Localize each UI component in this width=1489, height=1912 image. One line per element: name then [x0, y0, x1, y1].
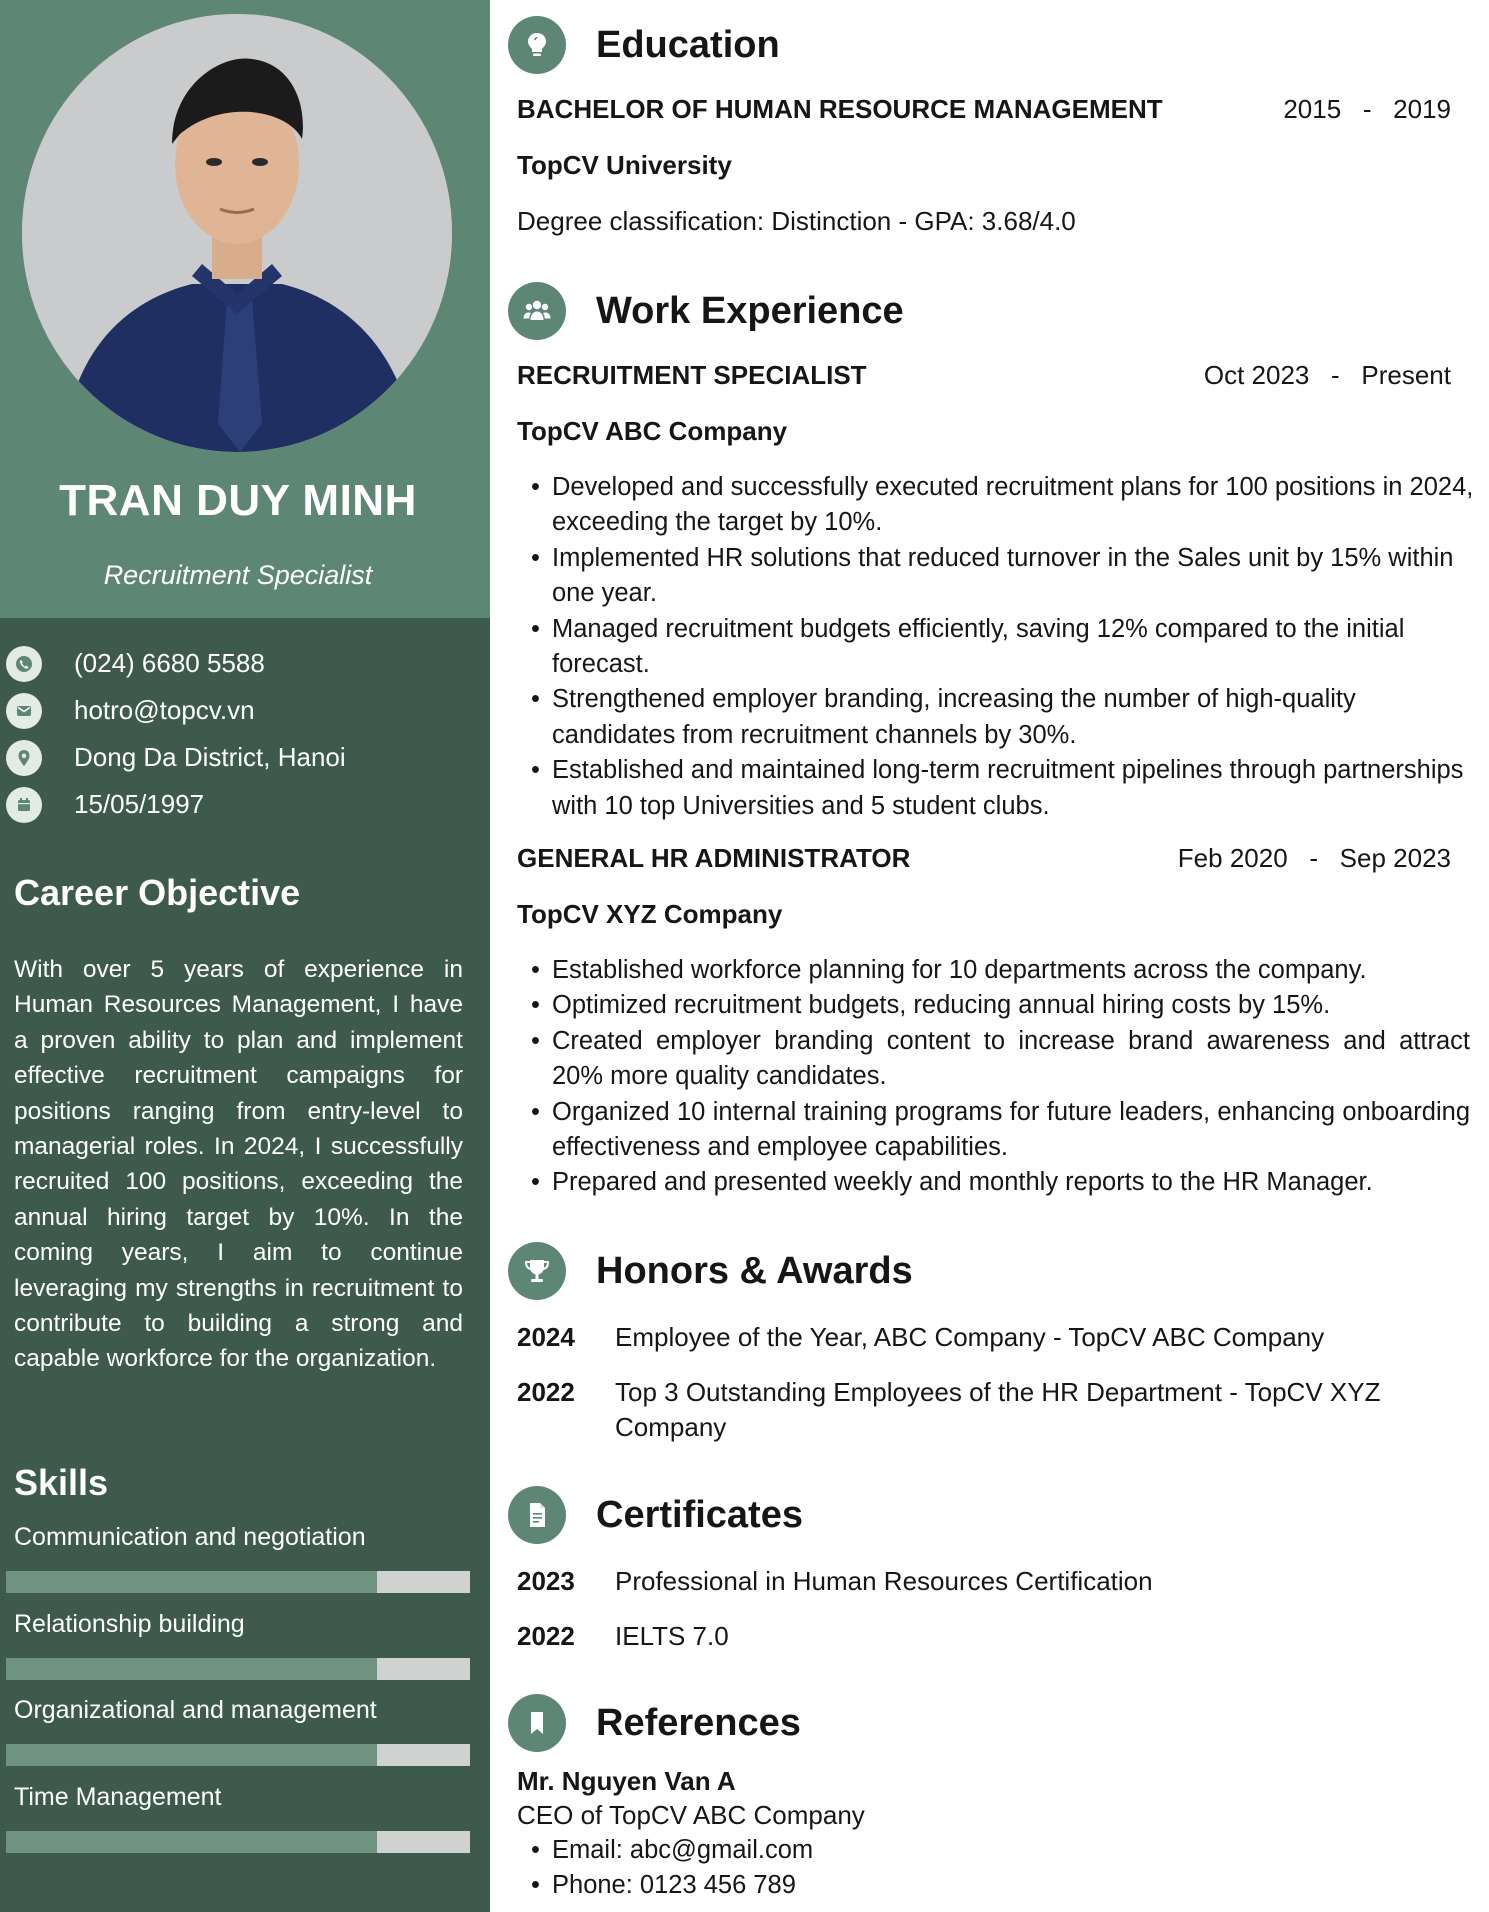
list-item: • Strengthened employer branding, increasing the number of high-quality candidates from recruitment channels by 30%.: [517, 682, 1477, 753]
skills-list: [0, 1523, 490, 1869]
skill-bar-track: [6, 1571, 470, 1593]
degree-detail: Degree classification: Distinction - GPA: 3.68/4.0: [517, 206, 1076, 236]
contact-birthdate: [6, 781, 476, 828]
calendar-icon: [6, 787, 42, 823]
job-achievements: [517, 470, 1477, 824]
company-name: TopCV ABC Company: [517, 416, 788, 446]
job-end: Sep 2023: [1339, 843, 1451, 873]
career-objective-heading: Career Objective: [14, 872, 301, 913]
bookmark-icon: [508, 1694, 566, 1752]
list-item: • Created employer branding content to increase brand awareness and attract 20% more quality candidates.: [517, 1024, 1470, 1095]
skill-bar-track: [6, 1744, 470, 1766]
skill-bar-fill: [6, 1831, 377, 1853]
full-name: TRAN DUY MINH: [59, 476, 417, 525]
contact-location-text: Dong Da District, Hanoi: [74, 742, 346, 772]
contact-phone-text: (024) 6680 5588: [74, 648, 265, 678]
certificate-text: Professional in Human Resources Certification: [615, 1566, 1153, 1596]
school-name: TopCV University: [517, 150, 732, 180]
list-item: • Organized 10 internal training programs for future leaders, enhancing onboarding effectiveness and employee capabilities.: [517, 1095, 1470, 1166]
reference-position: CEO of TopCV ABC Company: [517, 1800, 865, 1830]
work-experience-heading: Work Experience: [596, 290, 904, 332]
award-year: 2024: [517, 1322, 575, 1352]
award-text: Top 3 Outstanding Employees of the HR Department - TopCV XYZ Company: [615, 1377, 1381, 1442]
reference-phone: • Phone: 0123 456 789: [517, 1868, 1470, 1903]
skill-item: [0, 1610, 490, 1697]
certificates-heading: Certificates: [596, 1494, 803, 1536]
location-icon: [6, 740, 42, 776]
job-title: GENERAL HR ADMINISTRATOR: [517, 843, 911, 873]
skill-name: Communication and negotiation: [14, 1523, 366, 1551]
main-content: [490, 0, 1489, 1912]
award-year: 2022: [517, 1377, 575, 1407]
skills-heading: Skills: [14, 1462, 109, 1503]
skill-bar-fill: [6, 1571, 377, 1593]
education-end: 2019: [1393, 94, 1451, 124]
skill-item: [0, 1696, 490, 1783]
certificate-year: 2023: [517, 1566, 575, 1596]
skill-bar-track: [6, 1658, 470, 1680]
document-icon: [508, 1486, 566, 1544]
job-achievements: [517, 953, 1470, 1201]
email-icon: [6, 693, 42, 729]
list-item: • Optimized recruitment budgets, reducing annual hiring costs by 15%.: [517, 988, 1470, 1023]
certificate-text: IELTS 7.0: [615, 1621, 729, 1651]
job-dates: Oct 2023 - Present: [1203, 360, 1451, 390]
degree-title: BACHELOR OF HUMAN RESOURCE MANAGEMENT: [517, 94, 1163, 124]
skill-name: Organizational and management: [14, 1696, 377, 1725]
contact-email: [6, 687, 476, 734]
job-title: RECRUITMENT SPECIALIST: [517, 360, 867, 390]
reference-email: • Email: abc@gmail.com: [517, 1833, 1470, 1868]
users-icon: [508, 282, 566, 340]
phone-icon: [6, 646, 42, 682]
list-item: • Implemented HR solutions that reduced turnover in the Sales unit by 15% within one year.: [517, 541, 1477, 612]
job-start: Feb 2020: [1177, 843, 1288, 873]
certificate-year: 2022: [517, 1621, 575, 1651]
skill-item: [0, 1523, 490, 1610]
career-objective-text: With over 5 years of experience in Human Resources Management, I have a proven ability to plan and implement effective recruitment campaigns for positions ranging from entry-level to managerial roles. In 2024, I successfully recruited 100 positions, exceeding the annual hiring target by 10%. In the coming years, I aim to continue leveraging my strengths in recruitment to contribute to building a strong and capable workforce for the organization.: [14, 956, 463, 1373]
skill-name: Time Management: [14, 1782, 222, 1811]
list-item: • Developed and successfully executed recruitment plans for 100 positions in 2024, exceeding the target by 10%.: [517, 470, 1477, 541]
awards-heading: Honors & Awards: [596, 1250, 913, 1292]
skill-name: Relationship building: [14, 1609, 245, 1638]
list-item: • Managed recruitment budgets efficiently, saving 12% compared to the initial forecast.: [517, 612, 1477, 683]
list-item: • Established and maintained long-term recruitment pipelines through partnerships with 10 top Universities and 5 student clubs.: [517, 753, 1477, 824]
skill-bar-track: [6, 1831, 470, 1853]
education-start: 2015: [1283, 94, 1342, 124]
sidebar: [0, 0, 490, 1912]
references-heading: References: [596, 1702, 801, 1744]
job-start: Oct 2023: [1203, 360, 1310, 390]
contact-birthdate-text: 15/05/1997: [74, 789, 205, 819]
job-role: Recruitment Specialist: [103, 560, 373, 590]
contact-email-text: hotro@topcv.vn: [74, 695, 255, 725]
education-heading: Education: [596, 24, 780, 66]
contact-list: [6, 640, 476, 828]
skill-item: [0, 1783, 490, 1870]
list-item: • Established workforce planning for 10 departments across the company.: [517, 953, 1470, 988]
lightbulb-icon: [508, 16, 566, 74]
skill-bar-fill: [6, 1658, 377, 1680]
job-dates: Feb 2020 - Sep 2023: [1177, 843, 1451, 873]
profile-photo: [22, 14, 452, 452]
list-item: • Prepared and presented weekly and monthly reports to the HR Manager.: [517, 1165, 1470, 1200]
reference-contacts: [517, 1833, 1470, 1904]
job-end: Present: [1361, 360, 1451, 390]
reference-name: Mr. Nguyen Van A: [517, 1766, 736, 1796]
portrait-illustration: [22, 14, 452, 452]
award-text: Employee of the Year, ABC Company - TopCV ABC Company: [615, 1322, 1325, 1352]
contact-location: [6, 734, 476, 781]
trophy-icon: [508, 1242, 566, 1300]
contact-phone: [6, 640, 476, 687]
skill-bar-fill: [6, 1744, 377, 1766]
profile-header: [0, 0, 490, 618]
education-dates: 2015 - 2019: [1283, 94, 1451, 124]
company-name: TopCV XYZ Company: [517, 899, 783, 929]
